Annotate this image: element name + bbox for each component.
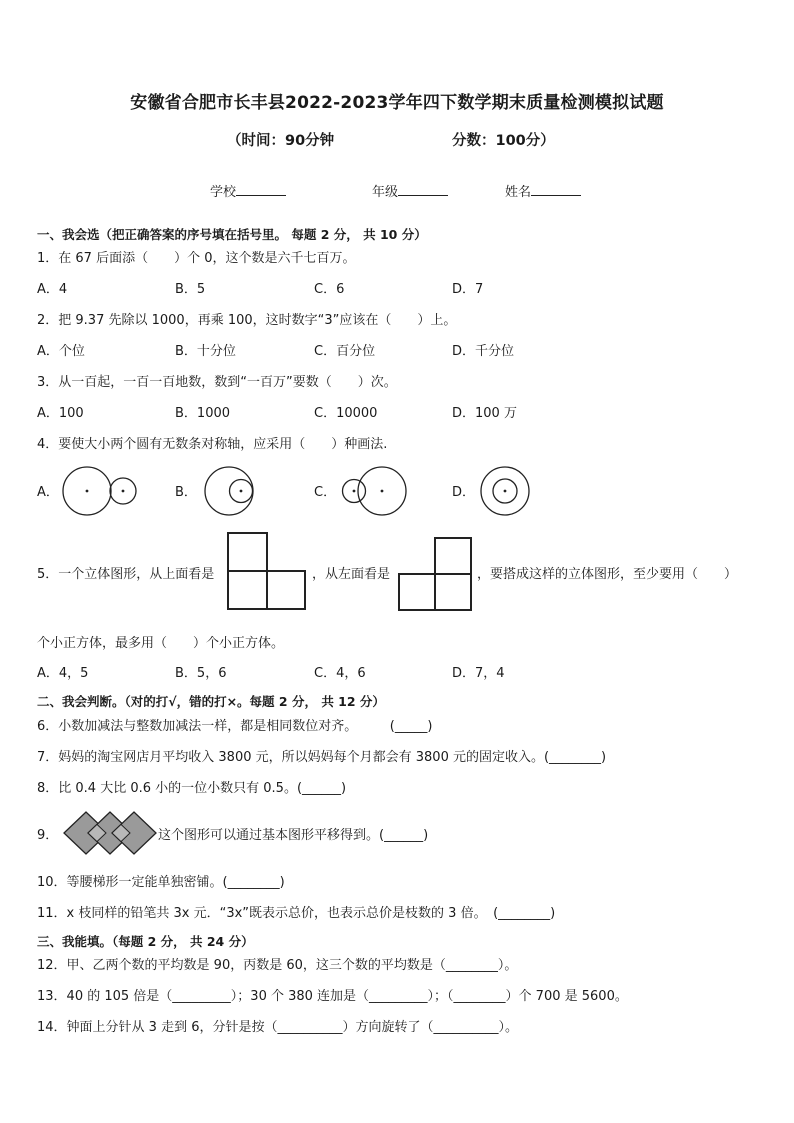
- q5-option-c[interactable]: C．4，6: [314, 666, 366, 681]
- q3-option-c[interactable]: C．10000: [314, 406, 378, 421]
- question-14[interactable]: 14．钟面上分针从 3 走到 6，分针是按（__________）方向旋转了（__________）。: [37, 1020, 518, 1035]
- question-9-text[interactable]: 这个图形可以通过基本图形平移得到。(______): [158, 828, 429, 843]
- q4-figure-b: [205, 466, 265, 516]
- question-7[interactable]: 7．妈妈的淘宝网店月平均收入 3800 元，所以妈妈每个月都会有 3800 元的固定收入。(________): [37, 750, 607, 765]
- q1-option-b[interactable]: B．5: [175, 282, 206, 297]
- question-12[interactable]: 12．甲、乙两个数的平均数是 90，丙数是 60，这三个数的平均数是（________）。: [37, 958, 518, 973]
- exam-score: 分数：100分）: [452, 133, 555, 149]
- q1-option-a[interactable]: A．4: [37, 282, 68, 297]
- name-field[interactable]: [505, 181, 581, 200]
- q3-option-d[interactable]: D．100 万: [452, 406, 517, 421]
- q2-option-a[interactable]: A．个位: [37, 344, 85, 359]
- question-1: 1．在 67 后面添（ ）个 0，这个数是六千七百万。: [37, 251, 356, 266]
- q9-diamond-figure: [62, 810, 158, 856]
- question-10[interactable]: 10．等腰梯形一定能单独密铺。(________): [37, 875, 285, 890]
- school-blank[interactable]: [236, 182, 286, 196]
- question-9-number: 9．: [37, 828, 59, 843]
- q2-option-d[interactable]: D．千分位: [452, 344, 515, 359]
- q2-option-c[interactable]: C．百分位: [314, 344, 376, 359]
- q4-figure-a: [60, 466, 140, 516]
- q1-option-c[interactable]: C．6: [314, 282, 345, 297]
- q4-option-a[interactable]: A．: [37, 485, 59, 500]
- q4-figure-d: [480, 466, 530, 516]
- q3-option-b[interactable]: B．1000: [175, 406, 231, 421]
- question-5-part1: 5．一个立体图形，从上面看是: [37, 567, 215, 582]
- q5-option-b[interactable]: B．5，6: [175, 666, 227, 681]
- q5-left-view-figure: [398, 537, 474, 612]
- q5-top-view-figure: [227, 532, 307, 610]
- question-8[interactable]: 8．比 0.4 大比 0.6 小的一位小数只有 0.5。(______): [37, 781, 347, 796]
- name-blank[interactable]: [531, 182, 581, 196]
- grade-blank[interactable]: [398, 182, 448, 196]
- page-title: 安徽省合肥市长丰县2022-2023学年四下数学期末质量检测模拟试题: [130, 93, 664, 113]
- question-2: 2．把 9.37 先除以 1000，再乘 100，这时数字“3”应该在（ ）上。: [37, 313, 457, 328]
- school-field[interactable]: [210, 181, 286, 200]
- grade-field[interactable]: [372, 181, 448, 200]
- question-5-part2: ，从左面看是: [312, 567, 391, 582]
- question-4: 4．要使大小两个圆有无数条对称轴，应采用（ ）种画法.: [37, 437, 388, 452]
- question-6[interactable]: 6．小数加减法与整数加减法一样，都是相同数位对齐。 (_____): [37, 719, 433, 734]
- q1-option-d[interactable]: D．7: [452, 282, 484, 297]
- q5-option-d[interactable]: D．7，4: [452, 666, 505, 681]
- q4-option-d[interactable]: D．: [452, 485, 476, 500]
- exam-time: （时间：90分钟: [227, 133, 335, 149]
- grade-label: 年级: [372, 185, 399, 200]
- section1-heading: 一、我会选（把正确答案的序号填在括号里。 每题 2 分， 共 10 分）: [37, 227, 427, 242]
- question-13[interactable]: 13．40 的 105 倍是（_________）；30 个 380 连加是（_________）；（________）个 700 是 5600。: [37, 989, 628, 1004]
- q3-option-a[interactable]: A．100: [37, 406, 84, 421]
- q5-option-a[interactable]: A．4，5: [37, 666, 89, 681]
- question-5-part3: ，要搭成这样的立体图形，至少要用（ ）: [477, 567, 738, 582]
- question-5-part4: 个小正方体，最多用（ ）个小正方体。: [37, 636, 285, 651]
- section2-heading: 二、我会判断。（对的打√，错的打×。每题 2 分， 共 12 分）: [37, 694, 385, 709]
- question-11[interactable]: 11．x 枝同样的铅笔共 3x 元．“3x”既表示总价，也表示总价是枝数的 3 倍。 (________): [37, 906, 556, 921]
- q4-option-b[interactable]: B．: [175, 485, 197, 500]
- question-3: 3．从一百起，一百一百地数，数到“一百万”要数（ ）次。: [37, 375, 397, 390]
- q4-option-c[interactable]: C．: [314, 485, 337, 500]
- school-label: 学校: [210, 185, 237, 200]
- q2-option-b[interactable]: B．十分位: [175, 344, 236, 359]
- q4-figure-c: [341, 466, 411, 516]
- section3-heading: 三、我能填。（每题 2 分， 共 24 分）: [37, 934, 254, 949]
- name-label: 姓名: [505, 185, 532, 200]
